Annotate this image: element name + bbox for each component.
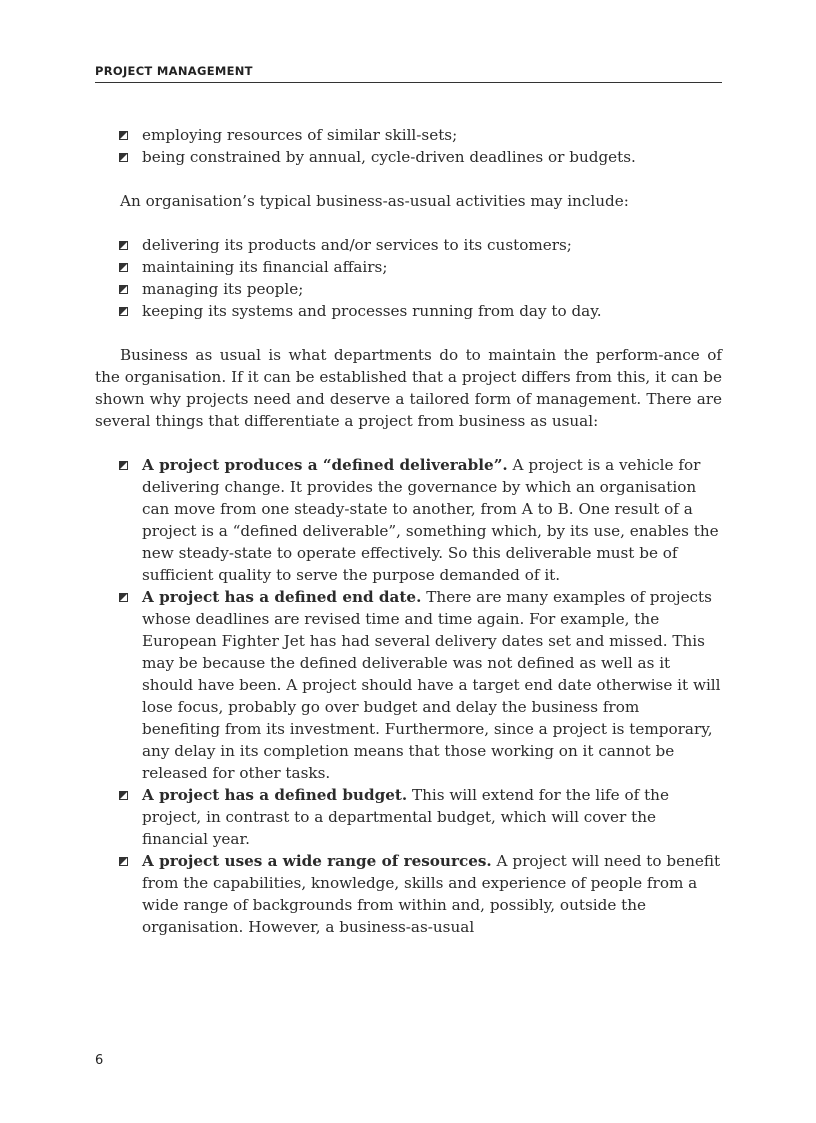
list-item	[95, 586, 722, 784]
list-item	[95, 124, 722, 146]
bullet-icon	[119, 593, 128, 602]
page-body	[95, 124, 722, 938]
list-item	[95, 850, 722, 938]
running-head: PROJECT MANAGEMENT	[95, 64, 722, 83]
bullet-icon	[119, 241, 128, 250]
list-item	[95, 278, 722, 300]
list-item-text: This will extend for the life of the project, in contrast to a departmental budget, which will cover the financial year.	[142, 786, 669, 848]
body-paragraph: Business as usual is what departments do to maintain the perform-ance of the organisation. If it can be established that a project differs from this, it can be shown why projects need and deserve a tailored form of management. There are several things that differentiate a project from business as usual:	[95, 346, 722, 430]
list-item-heading: A project has a defined end date.	[142, 588, 422, 606]
list-item-heading: A project has a defined budget.	[142, 786, 408, 804]
bullet-icon	[119, 857, 128, 866]
bullet-icon	[119, 791, 128, 800]
list-item	[95, 146, 722, 168]
bullet-list-activities	[95, 234, 722, 322]
bullet-list-characteristics	[95, 124, 722, 168]
list-item-text: maintaining its financial affairs;	[142, 258, 388, 276]
page-number: 6	[95, 1053, 104, 1068]
list-item	[95, 234, 722, 256]
bullet-icon	[119, 461, 128, 470]
list-item-text: being constrained by annual, cycle-driven deadlines or budgets.	[142, 148, 636, 166]
bullet-icon	[119, 285, 128, 294]
bullet-list-differences	[95, 454, 722, 938]
list-item	[95, 784, 722, 850]
list-item	[95, 300, 722, 322]
bullet-icon	[119, 263, 128, 272]
list-item-text: employing resources of similar skill-sets;	[142, 126, 458, 144]
list-item-heading: A project produces a “defined deliverable”.	[142, 456, 508, 474]
list-item	[95, 256, 722, 278]
list-item-heading: A project uses a wide range of resources.	[142, 852, 492, 870]
list-item-text: managing its people;	[142, 280, 304, 298]
list-item-text: keeping its systems and processes running from day to day.	[142, 302, 602, 320]
list-item-text: delivering its products and/or services to its customers;	[142, 236, 572, 254]
intro-line: An organisation’s typical business-as-usual activities may include:	[120, 192, 629, 210]
list-item-text: A project will need to benefit from the capabilities, knowledge, skills and experience of people from a wide range of backgrounds from within and, possibly, outside the organisation. However, a business-as-usual	[142, 852, 721, 936]
bullet-icon	[119, 131, 128, 140]
bullet-icon	[119, 307, 128, 316]
list-item-text: There are many examples of projects whose deadlines are revised time and time again. For example, the European Fighter Jet has had several delivery dates set and missed. This may be because the defined deliverable was not defined as well as it should have been. A project should have a target end date otherwise it will lose focus, probably go over budget and delay the business from benefiting from its investment. Furthermore, since a project is temporary, any delay in its completion means that those working on it cannot be released for other tasks.	[142, 588, 721, 782]
list-item	[95, 454, 722, 586]
list-item-text: A project is a vehicle for delivering change. It provides the governance by which an organisation can move from one steady-state to another, from A to B. One result of a project is a “defined deliverable”, something which, by its use, enables the new steady-state to operate effectively. So this deliverable must be of sufficient quality to serve the purpose demanded of it.	[142, 456, 719, 584]
bullet-icon	[119, 153, 128, 162]
